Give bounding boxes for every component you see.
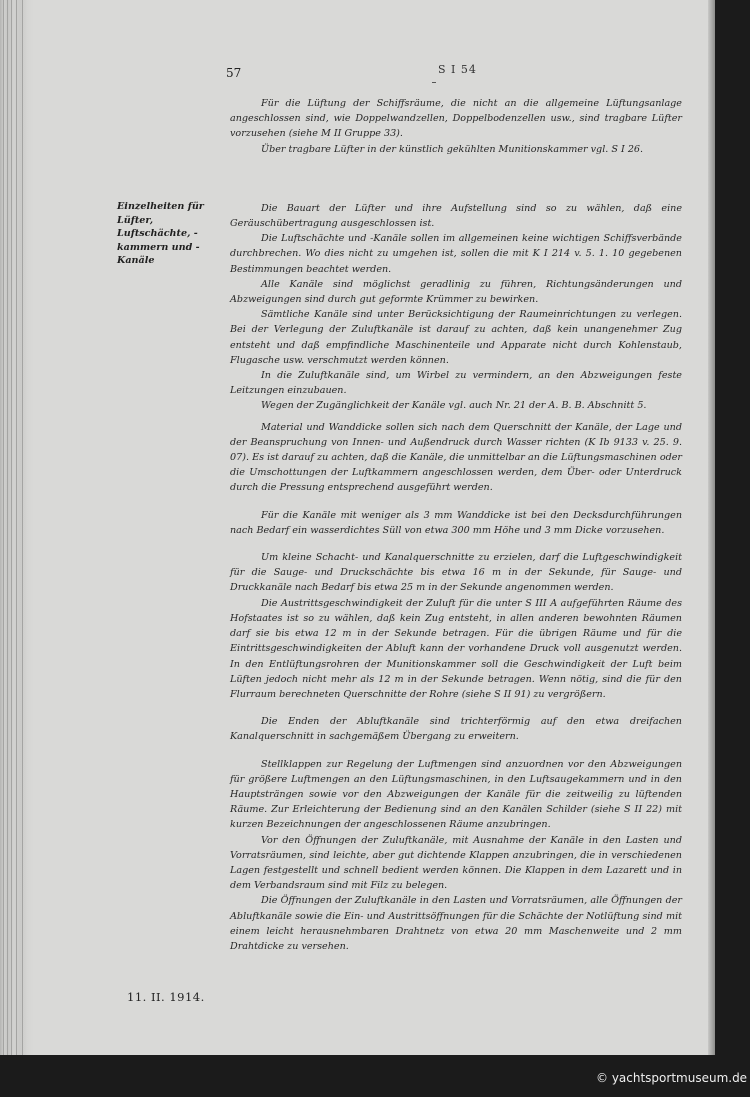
page-edge-line — [22, 0, 23, 1055]
page-number: 57 — [226, 66, 242, 80]
page-right-edge — [708, 0, 715, 1055]
paragraph: In die Zuluftkanäle sind, um Wirbel zu vermindern, an den Abzweigungen feste Leitzungen einzubauen. — [230, 370, 682, 397]
document-date: 11. II. 1914. — [127, 990, 205, 1004]
page-edge-line — [3, 0, 4, 1055]
paragraph: Sämtliche Kanäle sind unter Berücksichtigung der Raumeinrichtungen zu verlegen. Bei der Verlegung der Zuluftkanäle ist darauf zu achten, daß kein unangenehmer Zug entsteht und daß empfindliche Maschinenteile und Apparate nicht durch Kohlenstaub, Flugasche usw. verschmutzt werden können. — [230, 309, 682, 366]
paragraph: Um kleine Schacht- und Kanalquerschnitte zu erzielen, darf die Luftgeschwindigkeit für die Sauge- und Druckschächte bis etwa 16 m in der Sekunde, für Sauge- und Druckkanäle nach Bedarf bis etwa 25 m in der Sekunde angenommen werden. — [230, 552, 682, 594]
paragraph: Material und Wanddicke sollen sich nach dem Querschnitt der Kanäle, der Lage und der Beanspruchung von Innen- und Außendruck durch Wasser richten (K Ib 9133 v. 25. 9. 07). Es ist darauf zu achten, daß die Kanäle, die unmittelbar an die Lüftungsmaschinen oder die Umschottungen der Luftkammern angeschlossen werden, dem Über- oder Unterdruck durch die Pressung entsprechend ausgeführt werden. — [230, 421, 682, 494]
paragraph: Die Luftschächte und -Kanäle sollen im allgemeinen keine wichtigen Schiffsverbände durchbrechen. Wo dies nicht zu umgehen ist, sollen die mit K I 214 v. 5. 1. 10 gegebenen Bestimmungen beachtet werden. — [230, 233, 682, 275]
paragraph: Die Enden der Abluftkanäle sind trichterförmig auf den etwa dreifachen Kanalquerschnitt in sachgemäßem Übergang zu erweitern. — [230, 716, 682, 743]
page-edge-line — [11, 0, 12, 1055]
watermark-credit: © yachtsportmuseum.de — [596, 1071, 748, 1085]
paragraph: Alle Kanäle sind möglichst geradlinig zu führen, Richtungsänderungen und Abzweigungen sind durch gut geformte Krümmer zu bewirken. — [230, 278, 682, 306]
paragraph: Die Austrittsgeschwindigkeit der Zuluft für die unter S III A aufgeführten Räume des Hofstaates ist so zu wählen, daß kein Zug entsteht, in allen anderen bewohnten Räumen darf sie bis etwa 12 m in der Sekunde betragen. Für die übrigen Räume und für die Eintrittsgeschwindigkeiten der Abluft kann der vorhandene Druck voll ausgenutzt werden. In den Entlüftungsrohren der Munitionskammer soll die Geschwindigkeit der Luft beim Lüften jedoch nicht mehr als 12 m in der Sekunde betragen. Wenn nötig, sind die für den Flurraum berechneten Querschnitte der Rohre (siehe S II 91) zu vergrößern. — [230, 597, 682, 700]
margin-heading: Einzelheiten für Lüfter, Luftschächte, -kammern und -Kanäle — [117, 201, 204, 266]
paragraph: Stellklappen zur Regelung der Luftmengen sind anzuordnen vor den Abzweigungen für größere Luftmengen an den Lüftungsmaschinen, in den Luftsaugekammern und in den Hauptsträngen sowie vor den Abzweigungen der Kanäle für die zeitweilig zu lüftenden Räume. Zur Erleichterung der Bedienung sind an den Kanälen Schilder (siehe S II 22) mit kurzen Bezeichnungen der angeschlossenen Räume anzubringen. — [230, 758, 682, 831]
book-spine-shadow — [0, 0, 34, 1055]
paragraph: Über tragbare Lüfter in der künstlich gekühlten Munitionskammer vgl. S I 26. — [261, 143, 644, 155]
paragraph: Für die Kanäle mit weniger als 3 mm Wanddicke ist bei den Decksdurchführungen nach Bedarf ein wasserdichtes Süll von etwa 300 mm Höhe und 3 mm Dicke vorzusehen. — [230, 509, 682, 536]
paragraph: Vor den Öffnungen der Zuluftkanäle, mit Ausnahme der Kanäle in den Lasten und Vorratsräumen, sind leichte, aber gut dichtende Klappen anzubringen, die in verschiedenen Lagen festgestellt und schnell bedient werden können. Die Klappen in dem Lazarett und in dem Verbandsraum sind mit Filz zu belegen. — [230, 834, 682, 892]
paragraph: Die Bauart der Lüfter und ihre Aufstellung sind so zu wählen, daß eine Geräuschübertragung ausgeschlossen ist. — [230, 202, 682, 230]
paragraph: Für die Lüftung der Schiffsräume, die nicht an die allgemeine Lüftungsanlage angeschlossen sind, wie Doppelwandzellen, Doppelbodenzellen usw., sind tragbare Lüfter vorzusehen (siehe M II Gruppe 33). — [230, 98, 682, 140]
page-edge-line — [7, 0, 8, 1055]
header-tick-mark — [432, 82, 436, 83]
main-text — [230, 96, 682, 954]
paragraph: Wegen der Zugänglichkeit der Kanäle vgl. auch Nr. 21 der A. B. B. Abschnitt 5. — [261, 400, 647, 412]
document-code: S I 54 — [438, 63, 477, 76]
page-edge-line — [16, 0, 17, 1055]
paragraph: Die Öffnungen der Zuluftkanäle in den Lasten und Vorratsräumen, alle Öffnungen der Abluftkanäle sowie die Ein- und Austrittsöffnungen für die Schächte der Notlüftung sind mit einem leicht herausnehmbaren Drahtnetz von etwa 20 mm Maschenweite und 2 mm Drahtdicke zu versehen. — [230, 895, 682, 952]
